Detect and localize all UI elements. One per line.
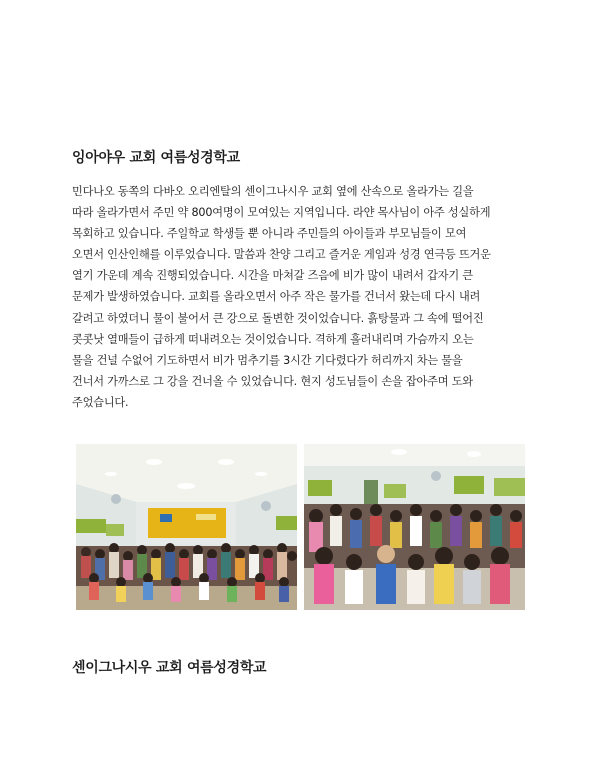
section-title-ingayau: 잉아야우 교회 여름성경학교 <box>72 150 240 166</box>
body-line: 문제가 발생하였습니다. 교회를 올라오면서 아주 작은 물가를 건너서 왔는데 다시 내려 <box>72 290 481 304</box>
body-line: 오면서 인산인해를 이루었습니다. 말씀과 찬양 그리고 즐거운 게임과 성경 연극등 뜨거운 <box>72 248 491 262</box>
body-line: 열기 가운데 계속 진행되었습니다. 시간을 마쳐갈 즈음에 비가 많이 내려서 갑자기 큰 <box>72 269 473 283</box>
group-photo-church-hall <box>76 444 297 610</box>
section-title-san-ignacio: 센이그나시우 교회 여름성경학교 <box>72 660 267 676</box>
section-body-text <box>72 181 530 413</box>
body-line: 주었습니다. <box>72 395 129 409</box>
body-line: 콧콧낫 열매들이 급하게 떠내려오는 것이었습니다. 격하게 흘러내리며 가슴까지 오는 <box>72 332 474 346</box>
children-gathering-photo <box>304 444 525 610</box>
body-line: 민다나오 동쪽의 다바오 오리엔탈의 센이그나시우 교회 옆에 산속으로 올라가는 길을 <box>72 185 474 198</box>
body-line: 목회하고 있습니다. 주일학교 학생들 뿐 아니라 주민들의 아이들과 부모님들이 모여 <box>72 227 467 241</box>
body-line: 물을 건널 수없어 기도하면서 비가 멈추기를 3시간 기다렸다가 허리까지 차는 물을 <box>72 353 463 367</box>
body-line: 건너서 가까스로 그 강을 건너올 수 있었습니다. 현지 성도님들이 손을 잡아주며 도와 <box>72 374 473 388</box>
body-line: 갈려고 하였더니 물이 불어서 큰 강으로 돌변한 것이었습니다. 흙탕물과 그 속에 떨어진 <box>72 311 484 325</box>
body-line: 따라 올라가면서 주민 약 800여명이 모여있는 지역입니다. 라얀 목사님이 아주 성실하게 <box>72 206 491 220</box>
